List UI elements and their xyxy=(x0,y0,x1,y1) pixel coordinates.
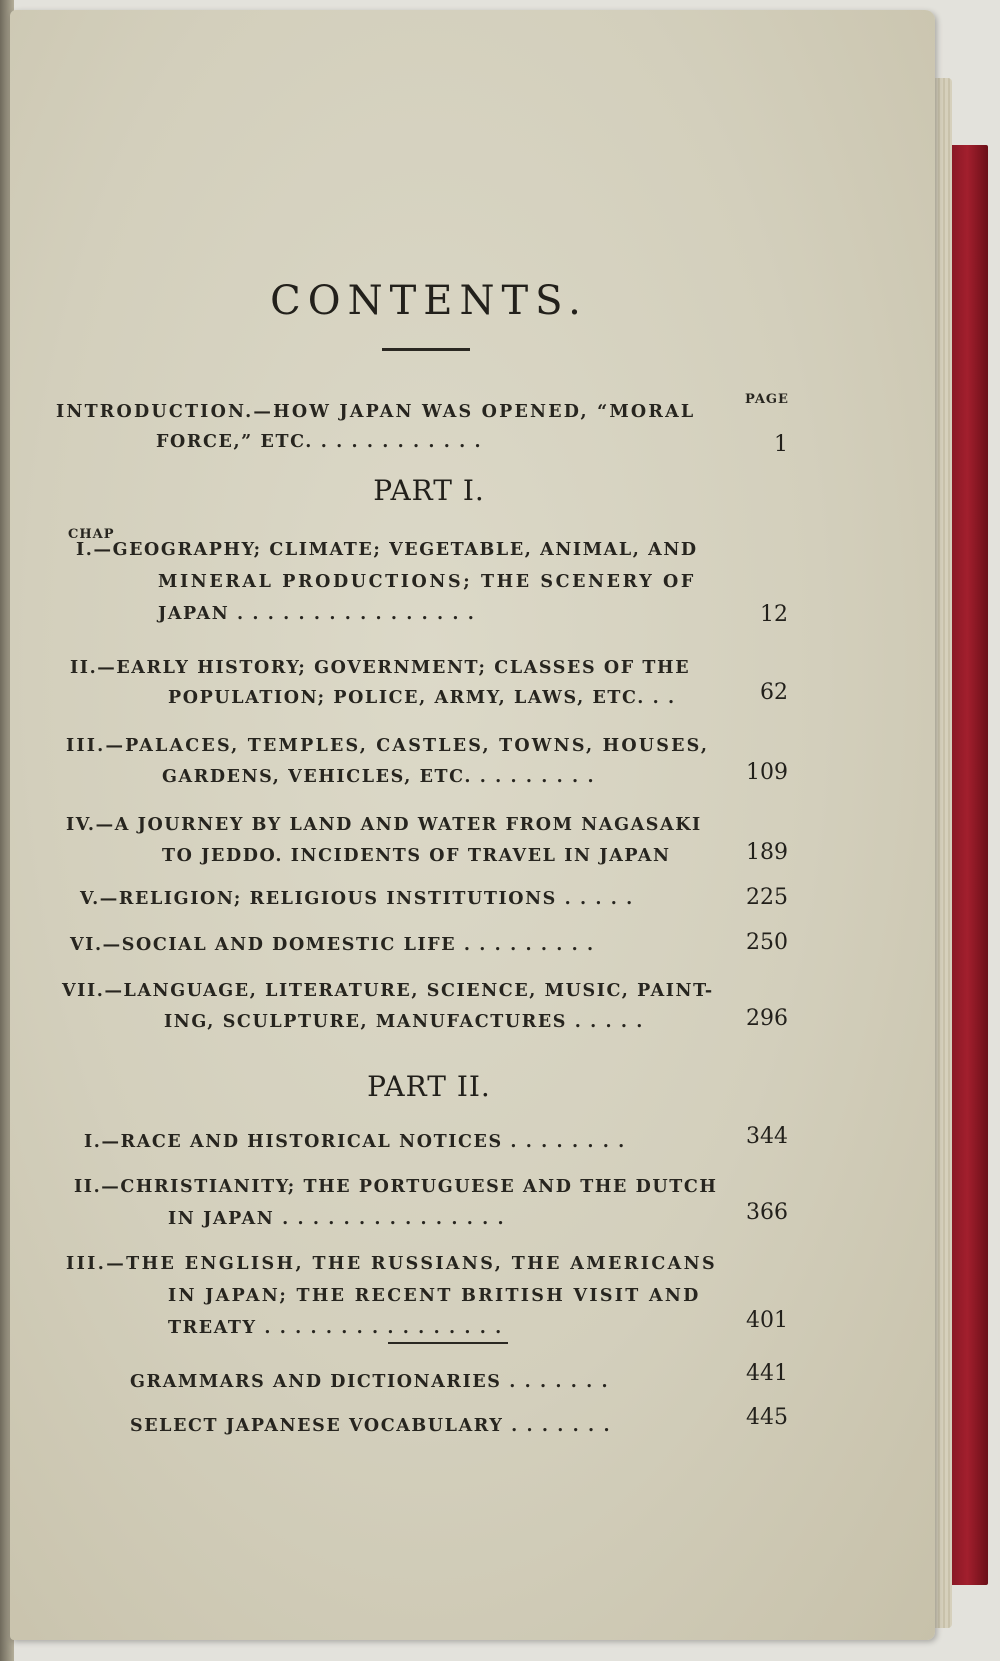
page-title: CONTENTS. xyxy=(270,278,588,324)
p1-ch7-line-1: VII.—LANGUAGE, LITERATURE, SCIENCE, MUSIC, PAINT- xyxy=(62,981,714,1001)
p2-ch3-page: 401 xyxy=(746,1308,788,1333)
appendix-vocabulary: SELECT JAPANESE VOCABULARY . . . . . . . xyxy=(130,1416,612,1436)
p1-ch3-line-2: GARDENS, VEHICLES, ETC. . . . . . . . . xyxy=(162,767,596,787)
p2-ch2-line-2: IN JAPAN . . . . . . . . . . . . . . . xyxy=(168,1209,506,1229)
appendix-rule xyxy=(388,1342,508,1344)
intro-line-1: INTRODUCTION.—HOW JAPAN WAS OPENED, “MORAL xyxy=(56,402,696,422)
p1-ch1-line-1: I.—GEOGRAPHY; CLIMATE; VEGETABLE, ANIMAL, AND xyxy=(76,540,698,560)
p2-ch3-line-1: III.—THE ENGLISH, THE RUSSIANS, THE AMERICANS xyxy=(66,1254,718,1274)
p1-ch1-line-3: JAPAN . . . . . . . . . . . . . . . . xyxy=(158,604,476,624)
p1-ch3-line-1: III.—PALACES, TEMPLES, CASTLES, TOWNS, HOUSES, xyxy=(66,736,710,756)
p2-ch3-line-2: IN JAPAN; THE RECENT BRITISH VISIT AND xyxy=(168,1286,701,1306)
p1-ch2-line-1: II.—EARLY HISTORY; GOVERNMENT; CLASSES OF THE xyxy=(70,658,691,678)
p1-ch4-page: 189 xyxy=(746,840,788,865)
intro-page-number: 1 xyxy=(774,432,788,457)
title-rule xyxy=(382,348,470,351)
p2-ch2-line-1: II.—CHRISTIANITY; THE PORTUGUESE AND THE DUTCH xyxy=(74,1177,718,1197)
appendix-vocabulary-page: 445 xyxy=(746,1405,788,1430)
p1-ch6-page: 250 xyxy=(746,930,788,955)
p1-ch1-page: 12 xyxy=(760,602,788,627)
p2-ch2-page: 366 xyxy=(746,1200,788,1225)
appendix-grammars: GRAMMARS AND DICTIONARIES . . . . . . . xyxy=(130,1372,610,1392)
p1-ch5-page: 225 xyxy=(746,885,788,910)
page-column-label: PAGE xyxy=(745,392,789,407)
p1-ch2-line-2: POPULATION; POLICE, ARMY, LAWS, ETC. . . xyxy=(168,688,676,708)
p2-ch1-page: 344 xyxy=(746,1124,788,1149)
p1-ch4-line-1: IV.—A JOURNEY BY LAND AND WATER FROM NAGASAKI xyxy=(66,815,702,835)
intro-line-2: FORCE,” ETC. . . . . . . . . . . . xyxy=(156,432,483,452)
part-1-heading: PART I. xyxy=(373,474,485,507)
chapter-column-label: CHAP xyxy=(68,527,115,542)
part-2-heading: PART II. xyxy=(367,1070,491,1103)
p2-ch1-line-1: I.—RACE AND HISTORICAL NOTICES . . . . . . . . xyxy=(84,1132,626,1152)
p1-ch7-page: 296 xyxy=(746,1006,788,1031)
p1-ch2-page: 62 xyxy=(760,680,788,705)
book-page xyxy=(10,10,935,1640)
p1-ch6-line-1: VI.—SOCIAL AND DOMESTIC LIFE . . . . . . . . . xyxy=(70,935,595,955)
p1-ch1-line-2: MINERAL PRODUCTIONS; THE SCENERY OF xyxy=(158,572,696,592)
p2-ch3-line-3: TREATY . . . . . . . . . . . . . . . . xyxy=(168,1318,503,1338)
p1-ch7-line-2: ING, SCULPTURE, MANUFACTURES . . . . . xyxy=(164,1012,644,1032)
p1-ch3-page: 109 xyxy=(746,760,788,785)
p1-ch5-line-1: V.—RELIGION; RELIGIOUS INSTITUTIONS . . . . . xyxy=(80,889,634,909)
appendix-grammars-page: 441 xyxy=(746,1361,788,1386)
p1-ch4-line-2: TO JEDDO. INCIDENTS OF TRAVEL IN JAPAN xyxy=(162,846,671,866)
